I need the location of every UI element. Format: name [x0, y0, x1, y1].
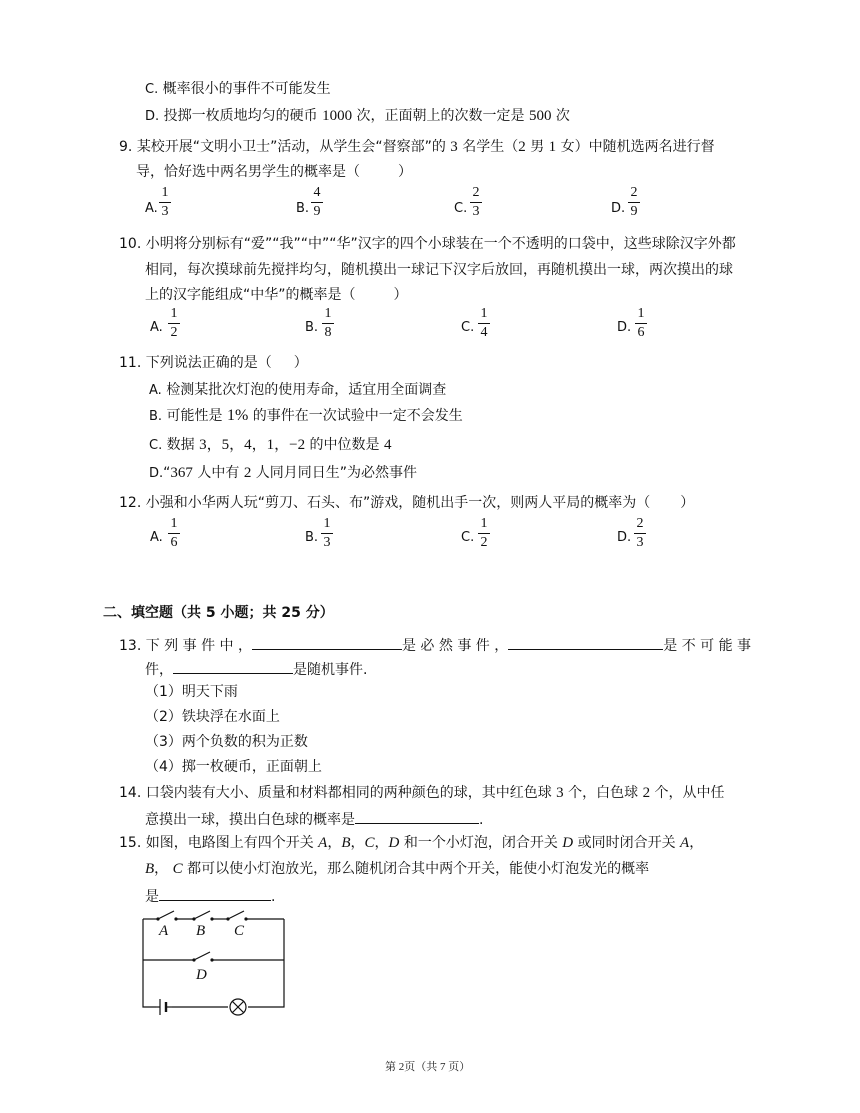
q10-option-d-fraction: 1 6 [635, 306, 647, 341]
q11-option-c: C. 数据 3，5，4，1，−2 的中位数是 4 [149, 437, 392, 453]
circuit-diagram [138, 905, 290, 1017]
q12-option-a-label: A. [150, 530, 163, 545]
q14-line2: 意摸出一球，摸出白色球的概率是 . [145, 807, 483, 830]
q12-option-b-label: B. [305, 530, 319, 545]
q9-option-d-label: D. [611, 201, 626, 216]
q9-line1: 9. 某校开展“文明小卫士”活动，从学生会“督察部”的 3 名学生（2 男 1 女）中随机选两名进行督 [119, 139, 715, 155]
q10-line2: 相同，每次摸球前先搅拌均匀，随机摸出一球记下汉字后放回，再随机摸出一球，两次摸出的球 [145, 262, 733, 278]
q12-option-d-fraction: 2 3 [634, 516, 646, 551]
q9-option-a-label: A. [145, 201, 158, 216]
q10-option-a-label: A. [150, 320, 163, 335]
q12-option-c-fraction: 1 2 [478, 516, 490, 551]
q15-line1: 15. 如图，电路图上有四个开关 A，B，C，D 和一个小灯泡，闭合开关 D 或同时闭合开关 A， [119, 835, 704, 851]
q12-option-a-fraction: 1 6 [168, 516, 180, 551]
switch-a-label: A [159, 923, 169, 939]
q11-stem: 11. 下列说法正确的是（ ） [119, 355, 308, 371]
q9-option-a-fraction: 1 3 [159, 185, 171, 220]
q15-line2: B， C 都可以使小灯泡放光，那么随机闭合其中两个开关，能使小灯泡发光的概率 [145, 861, 650, 877]
q13-item-3: （3）两个负数的积为正数 [145, 734, 308, 750]
q12-stem: 12. 小强和小华两人玩“剪刀、石头、布”游戏，随机出手一次，则两人平局的概率为（ ） [119, 495, 695, 511]
q11-option-a: A. 检测某批次灯泡的使用寿命，适宜用全面调查 [149, 382, 447, 398]
q15-line3: 是 . [145, 884, 275, 907]
q13-blank-random[interactable] [173, 657, 293, 674]
q11-option-d: D.“367 人中有 2 人同月同日生”为必然事件 [149, 465, 418, 481]
q10-option-c-label: C. [461, 320, 475, 335]
q10-option-d-label: D. [617, 320, 632, 335]
q10-line3: 上的汉字能组成“中华”的概率是（ ） [145, 287, 408, 303]
switch-c-label: C [234, 923, 245, 939]
q9-option-d-fraction: 2 9 [628, 185, 640, 220]
page-footer: 第 2页（共 7 页） [385, 1061, 471, 1073]
q10-option-b-label: B. [305, 320, 319, 335]
q12-option-d-label: D. [617, 530, 632, 545]
q13-blank-certain[interactable] [252, 633, 402, 650]
q13-item-4: （4）掷一枚硬币，正面朝上 [145, 759, 322, 775]
q13-line2: 件， 是随机事件. [145, 657, 367, 680]
q10-option-c-fraction: 1 4 [478, 306, 490, 341]
q13-item-1: （1）明天下雨 [145, 684, 238, 700]
section-fill-in-heading: 二、填空题（共 5 小题；共 25 分） [103, 605, 334, 621]
q13-blank-impossible[interactable] [508, 633, 663, 650]
q13-line1: 13. 下 列 事 件 中 ， 是 必 然 事 件 ， 是 不 可 能 事 [119, 633, 751, 656]
q12-option-b-fraction: 1 3 [321, 516, 333, 551]
q11-option-b: B. 可能性是 1% 的事件在一次试验中一定不会发生 [149, 407, 463, 424]
q10-option-a-fraction: 1 2 [168, 306, 180, 341]
q14-blank-answer[interactable] [355, 807, 479, 824]
q12-option-c-label: C. [461, 530, 475, 545]
q13-item-2: （2）铁块浮在水面上 [145, 709, 280, 725]
q15-blank-answer[interactable] [159, 884, 271, 901]
switch-b-label: B [196, 923, 206, 939]
q10-line1: 10. 小明将分别标有“爱”“我”“中”“华”汉字的四个小球装在一个不透明的口袋中，这些球除汉字外都 [119, 236, 736, 252]
q10-option-b-fraction: 1 8 [322, 306, 334, 341]
q9-line2: 导，恰好选中两名男学生的概率是（ ） [136, 164, 412, 180]
q8-option-c: C. 概率很小的事件不可能发生 [145, 81, 331, 97]
q14-line1: 14. 口袋内装有大小、质量和材料都相同的两种颜色的球，其中红色球 3 个，白色球 2 个，从中任 [119, 785, 725, 801]
q8-option-d: D. 投掷一枚质地均匀的硬币 1000 次，正面朝上的次数一定是 500 次 [145, 108, 570, 124]
q9-option-b-fraction: 4 9 [311, 185, 323, 220]
q9-option-c-fraction: 2 3 [470, 185, 482, 220]
switch-d-label: D [196, 967, 207, 983]
q9-option-b-label: B. [296, 201, 310, 216]
q9-option-c-label: C. [454, 201, 468, 216]
